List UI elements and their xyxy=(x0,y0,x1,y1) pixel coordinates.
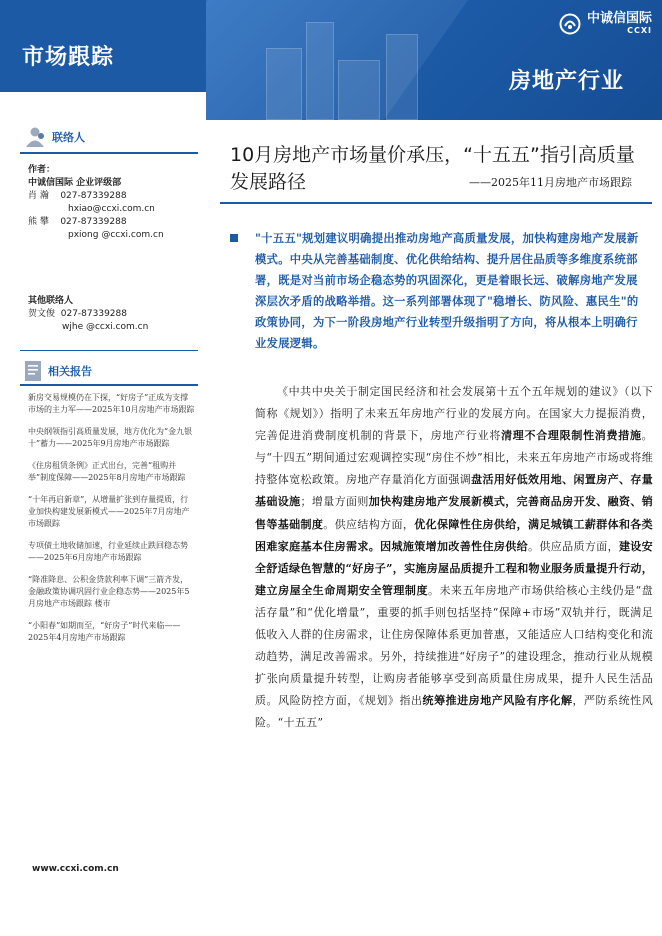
body-emphasis: 优化保障性住房供给，满足城镇工薪群体和各类困难家庭基本住房需求。因城施策增加改善性住房供给 xyxy=(255,517,653,553)
body-emphasis: 加快构建房地产发展新模式，完善商品房开发、融资、销售等基础制度 xyxy=(255,495,654,531)
banner-decoration xyxy=(206,0,468,120)
author-phone: 027-87339288 xyxy=(60,191,127,201)
page-subtitle: ——2025年11月房地产市场跟踪 xyxy=(469,176,632,189)
contact-email[interactable]: wjhe @ccxi.com.cn xyxy=(62,322,149,332)
author-phone: 027-87339288 xyxy=(60,217,127,227)
other-contacts-label: 其他联络人 xyxy=(28,296,74,306)
other-contact-entry xyxy=(28,308,148,321)
banner-building xyxy=(338,60,380,120)
related-report-link[interactable]: “十年再启新章”，从增量扩张到存量提质，行业加快构建发展新模式——2025年7月房地产市场跟踪 xyxy=(28,495,190,528)
authors-org: 中诚信国际 企业评级部 xyxy=(28,178,122,188)
body-emphasis: 清理不合理限制性消费措施 xyxy=(501,429,642,443)
author-entry xyxy=(28,190,164,203)
body-text-run: 。供应结构方面， xyxy=(323,517,415,531)
related-report-link[interactable]: “小阳春”如期而至，“好房子”时代来临——2025年4月房地产市场跟踪 xyxy=(28,621,181,642)
body-emphasis: 统筹推进房地产风险有序化解 xyxy=(422,694,573,708)
body-text-run: ，严防系统性风险。“十五五” xyxy=(255,694,653,730)
company-logo xyxy=(559,12,652,35)
body-paragraph xyxy=(255,381,653,735)
title-divider xyxy=(220,202,652,204)
header-banner xyxy=(206,0,662,120)
website-link[interactable]: www.ccxi.com.cn xyxy=(32,864,119,874)
contacts-header xyxy=(24,126,85,148)
related-label: 相关报告 xyxy=(48,365,92,378)
authors-block xyxy=(28,164,164,242)
body-emphasis: 建设安全舒适绿色智慧的“好房子”，实施房屋品质提升工程和物业服务质量提升行动，建立房屋全生命周期安全管理制度 xyxy=(255,539,653,597)
report-icon xyxy=(24,360,42,382)
report-type-badge xyxy=(0,0,206,92)
contact-name: 贺文俊 xyxy=(28,309,56,319)
contact-phone: 027-87339288 xyxy=(60,309,127,319)
related-top-divider xyxy=(20,350,198,351)
related-reports-list xyxy=(28,392,196,654)
logo-name-en: CCXI xyxy=(627,26,652,35)
related-report-link[interactable]: 《住房租赁条例》正式出台，完善“租购并举”制度保障——2025年8月房地产市场跟踪 xyxy=(28,461,186,482)
industry-title: 房地产行业 xyxy=(508,69,624,94)
body-emphasis: 盘活用好低效用地、闲置房产、存量基础设施 xyxy=(255,473,653,509)
author-name: 肖 瀚 xyxy=(28,191,49,201)
related-report-link[interactable]: “降准降息、公积金贷款利率下调”三箭齐发，金融政策协调巩固行业企稳态势——2025年5月房地产市场跟踪 楼市 xyxy=(28,575,190,608)
banner-building xyxy=(266,48,302,120)
related-report-link[interactable]: 新房交易规模仍在下探，“好房子”正成为支撑市场的主力军——2025年10月房地产市场跟踪 xyxy=(28,393,195,414)
body-text-run: 。供应品质方面， xyxy=(527,539,619,553)
author-entry xyxy=(28,216,164,229)
related-header xyxy=(24,360,92,382)
author-email[interactable]: pxiong @ccxi.com.cn xyxy=(68,230,164,240)
contacts-divider xyxy=(20,152,198,154)
logo-name-cn: 中诚信国际 xyxy=(586,11,652,26)
body-text-run: ；增量方面则 xyxy=(300,495,369,509)
banner-building xyxy=(306,22,334,120)
sidebar xyxy=(0,0,206,936)
related-report-link[interactable]: 中央纲领指引高质量发展，地方优化为“金九银十”蓄力——2025年9月房地产市场跟踪 xyxy=(28,427,193,448)
summary-bullet-icon xyxy=(230,234,238,242)
contacts-label: 联络人 xyxy=(52,131,85,144)
author-name: 熊 攀 xyxy=(28,217,49,227)
related-divider xyxy=(20,384,198,386)
ccxi-logo-icon xyxy=(559,13,581,35)
report-type-title: 市场跟踪 xyxy=(22,45,115,70)
authors-label: 作者： xyxy=(28,165,56,175)
banner-building xyxy=(386,34,418,120)
body-text-run: 《中共中央关于制定国民经济和社会发展第十五个五年规划的建议》（以下简称《规划》）指明了未来五年房地产行业的发展方向。在国家大力提振消费，完善促进消费制度机制的背景下，房地产行业将 xyxy=(255,385,653,443)
other-contacts-block xyxy=(28,295,148,334)
contacts-icon xyxy=(24,126,46,148)
summary-paragraph: "十五五"规划建议明确提出推动房地产高质量发展，加快构建房地产发展新模式。中央从完善基础制度、优化供给结构、提升居住品质等多维度系统部署，既是对当前市场企稳态势的巩固深化，更是着眼长远、破解房地产发展深层次矛盾的战略举措。这一系列部署体现了"稳增长、防风险、惠民生"的政策协同，为下一阶段房地产行业转型升级指明了方向，将从根本上明确行业发展逻辑。 xyxy=(255,232,639,350)
body-text-run: 。与“十四五”期间通过宏观调控实现“房住不炒”相比，未来五年房地产市场或将维持整体宽松政策。房地产存量消化方面强调 xyxy=(255,429,653,487)
author-email[interactable]: hxiao@ccxi.com.cn xyxy=(68,204,155,214)
page-title: 10月房地产市场量价承压，“十五五”指引高质量发展路径 xyxy=(230,144,635,193)
body-text-run: 。未来五年房地产市场供给核心主线仍是“盘活存量”和“优化增量”，重要的抓手则包括坚持“保障+市场”双轨并行，既满足低收入人群的住房需求，让住房保障体系更加普惠，又能适应人口结构变化和流动趋势，满足改善需求。另外，持续推进“好房子”的建设理念，推动行业从规模扩张向质量提升转型，让购房者能够享受到高质量住房成果，提升人民生活品质。风险防控方面，《规划》指出 xyxy=(255,583,654,708)
related-report-link[interactable]: 专项债土地收储加速，行业延续止跌回稳态势——2025年6月房地产市场跟踪 xyxy=(28,541,188,562)
